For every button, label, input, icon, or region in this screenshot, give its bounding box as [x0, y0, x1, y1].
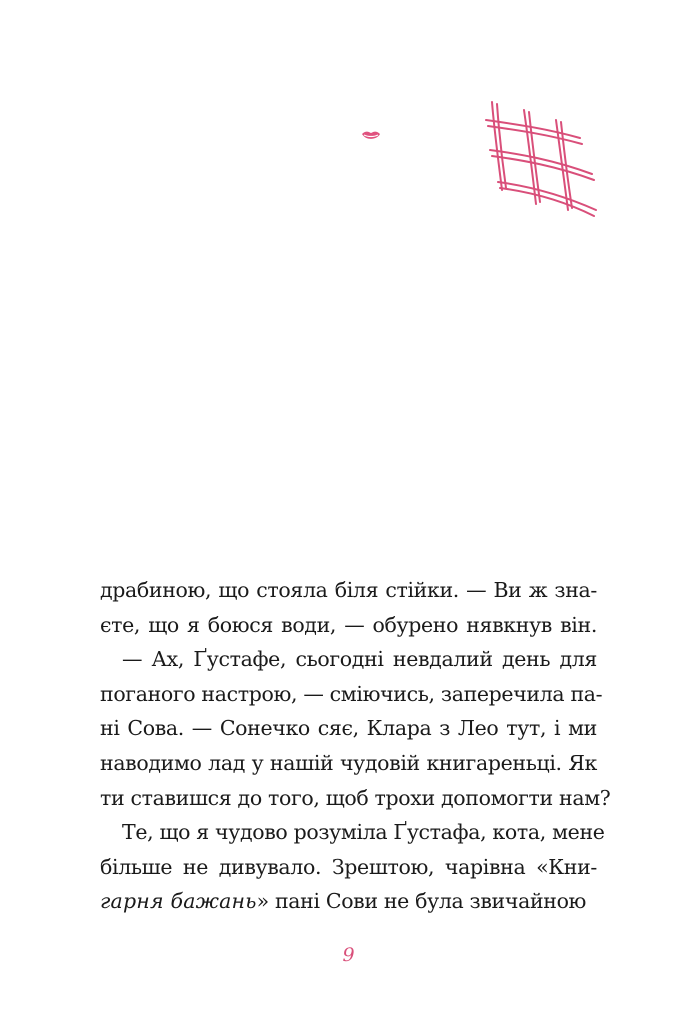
text-line: поганого настрою, — сміючись, заперечила па- [100, 681, 603, 706]
text-line: ні Сова. — Сонечко сяє, Клара з Лео тут, і ми [100, 716, 597, 741]
text-line-rest: » пані Сови не була звичайною [256, 889, 587, 914]
checkered-cloth-doodle-icon [484, 98, 600, 218]
shop-name-script: гарня бажань [100, 889, 257, 914]
text-line: єте, що я боюся води, — обурено нявкнув він. [100, 612, 597, 637]
body-text [100, 573, 611, 919]
text-line: наводимо лад у нашій чудовій книгареньці. Як [100, 750, 597, 775]
text-line: — Ах, Ґустафе, сьогодні невдалий день для [122, 647, 597, 672]
lips-doodle-icon [360, 128, 382, 144]
text-line-last [100, 884, 597, 919]
text-line: драбиною, що стояла біля стійки. — Ви ж зна- [100, 578, 597, 602]
text-line: більше не дивувало. Зрештою, чарівна «Кни- [100, 854, 597, 879]
text-line: ти ставишся до того, щоб трохи допомогти нам? [100, 785, 611, 810]
page-number: 9 [342, 944, 355, 966]
text-line: Те, що я чудово розуміла Ґустафа, кота, мене [122, 820, 605, 845]
